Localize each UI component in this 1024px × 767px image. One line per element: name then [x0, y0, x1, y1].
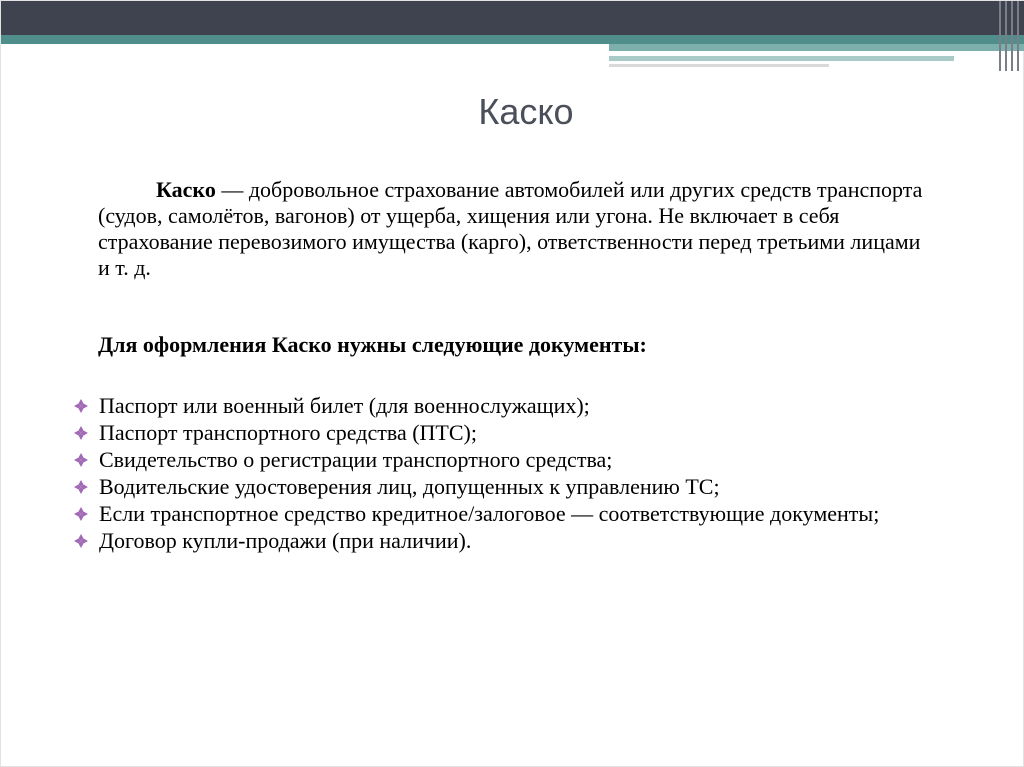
diamond-bullet-icon	[73, 452, 89, 468]
header-teal-band	[1, 35, 1024, 44]
diamond-bullet-icon	[73, 425, 89, 441]
definition-paragraph	[98, 177, 928, 281]
document-list-item	[73, 392, 973, 419]
diamond-bullet-icon	[73, 479, 89, 495]
document-item-text: Паспорт транспортного средства (ПТС);	[99, 420, 477, 445]
header-accent-stripe	[609, 56, 954, 61]
document-list-item	[73, 500, 973, 527]
documents-list	[73, 392, 973, 554]
document-list-item	[73, 527, 973, 554]
document-list-item	[73, 446, 973, 473]
document-item-text: Паспорт или военный билет (для военнослужащих);	[99, 393, 590, 418]
document-item-text: Если транспортное средство кредитное/залоговое — соответствующие документы;	[99, 501, 880, 526]
diamond-bullet-icon	[73, 398, 89, 414]
diamond-bullet-icon	[73, 533, 89, 549]
header-edge-lines	[997, 1, 1023, 71]
header-accent-stripe	[609, 44, 1024, 51]
header-dark-band	[1, 1, 1024, 35]
document-list-item	[73, 419, 973, 446]
diamond-bullet-icon	[73, 506, 89, 522]
documents-heading: Для оформления Каско нужны следующие документы:	[98, 332, 647, 357]
document-item-text: Договор купли-продажи (при наличии).	[99, 528, 472, 553]
document-item-text: Свидетельство о регистрации транспортного средства;	[99, 447, 613, 472]
slide-title: Каско	[478, 91, 574, 132]
document-list-item	[73, 473, 973, 500]
header-accent-stripe	[609, 64, 829, 67]
definition-term: Каско	[156, 177, 216, 202]
definition-text: — добровольное страхование автомобилей или других средств транспорта (судов, самолётов, вагонов) от ущерба, хищения или угона. Не включает в себя страхование перевозимого имущества (карго), ответственности перед третьими лицами и т. д.	[98, 177, 923, 280]
document-item-text: Водительские удостоверения лиц, допущенных к управлению ТС;	[99, 474, 720, 499]
